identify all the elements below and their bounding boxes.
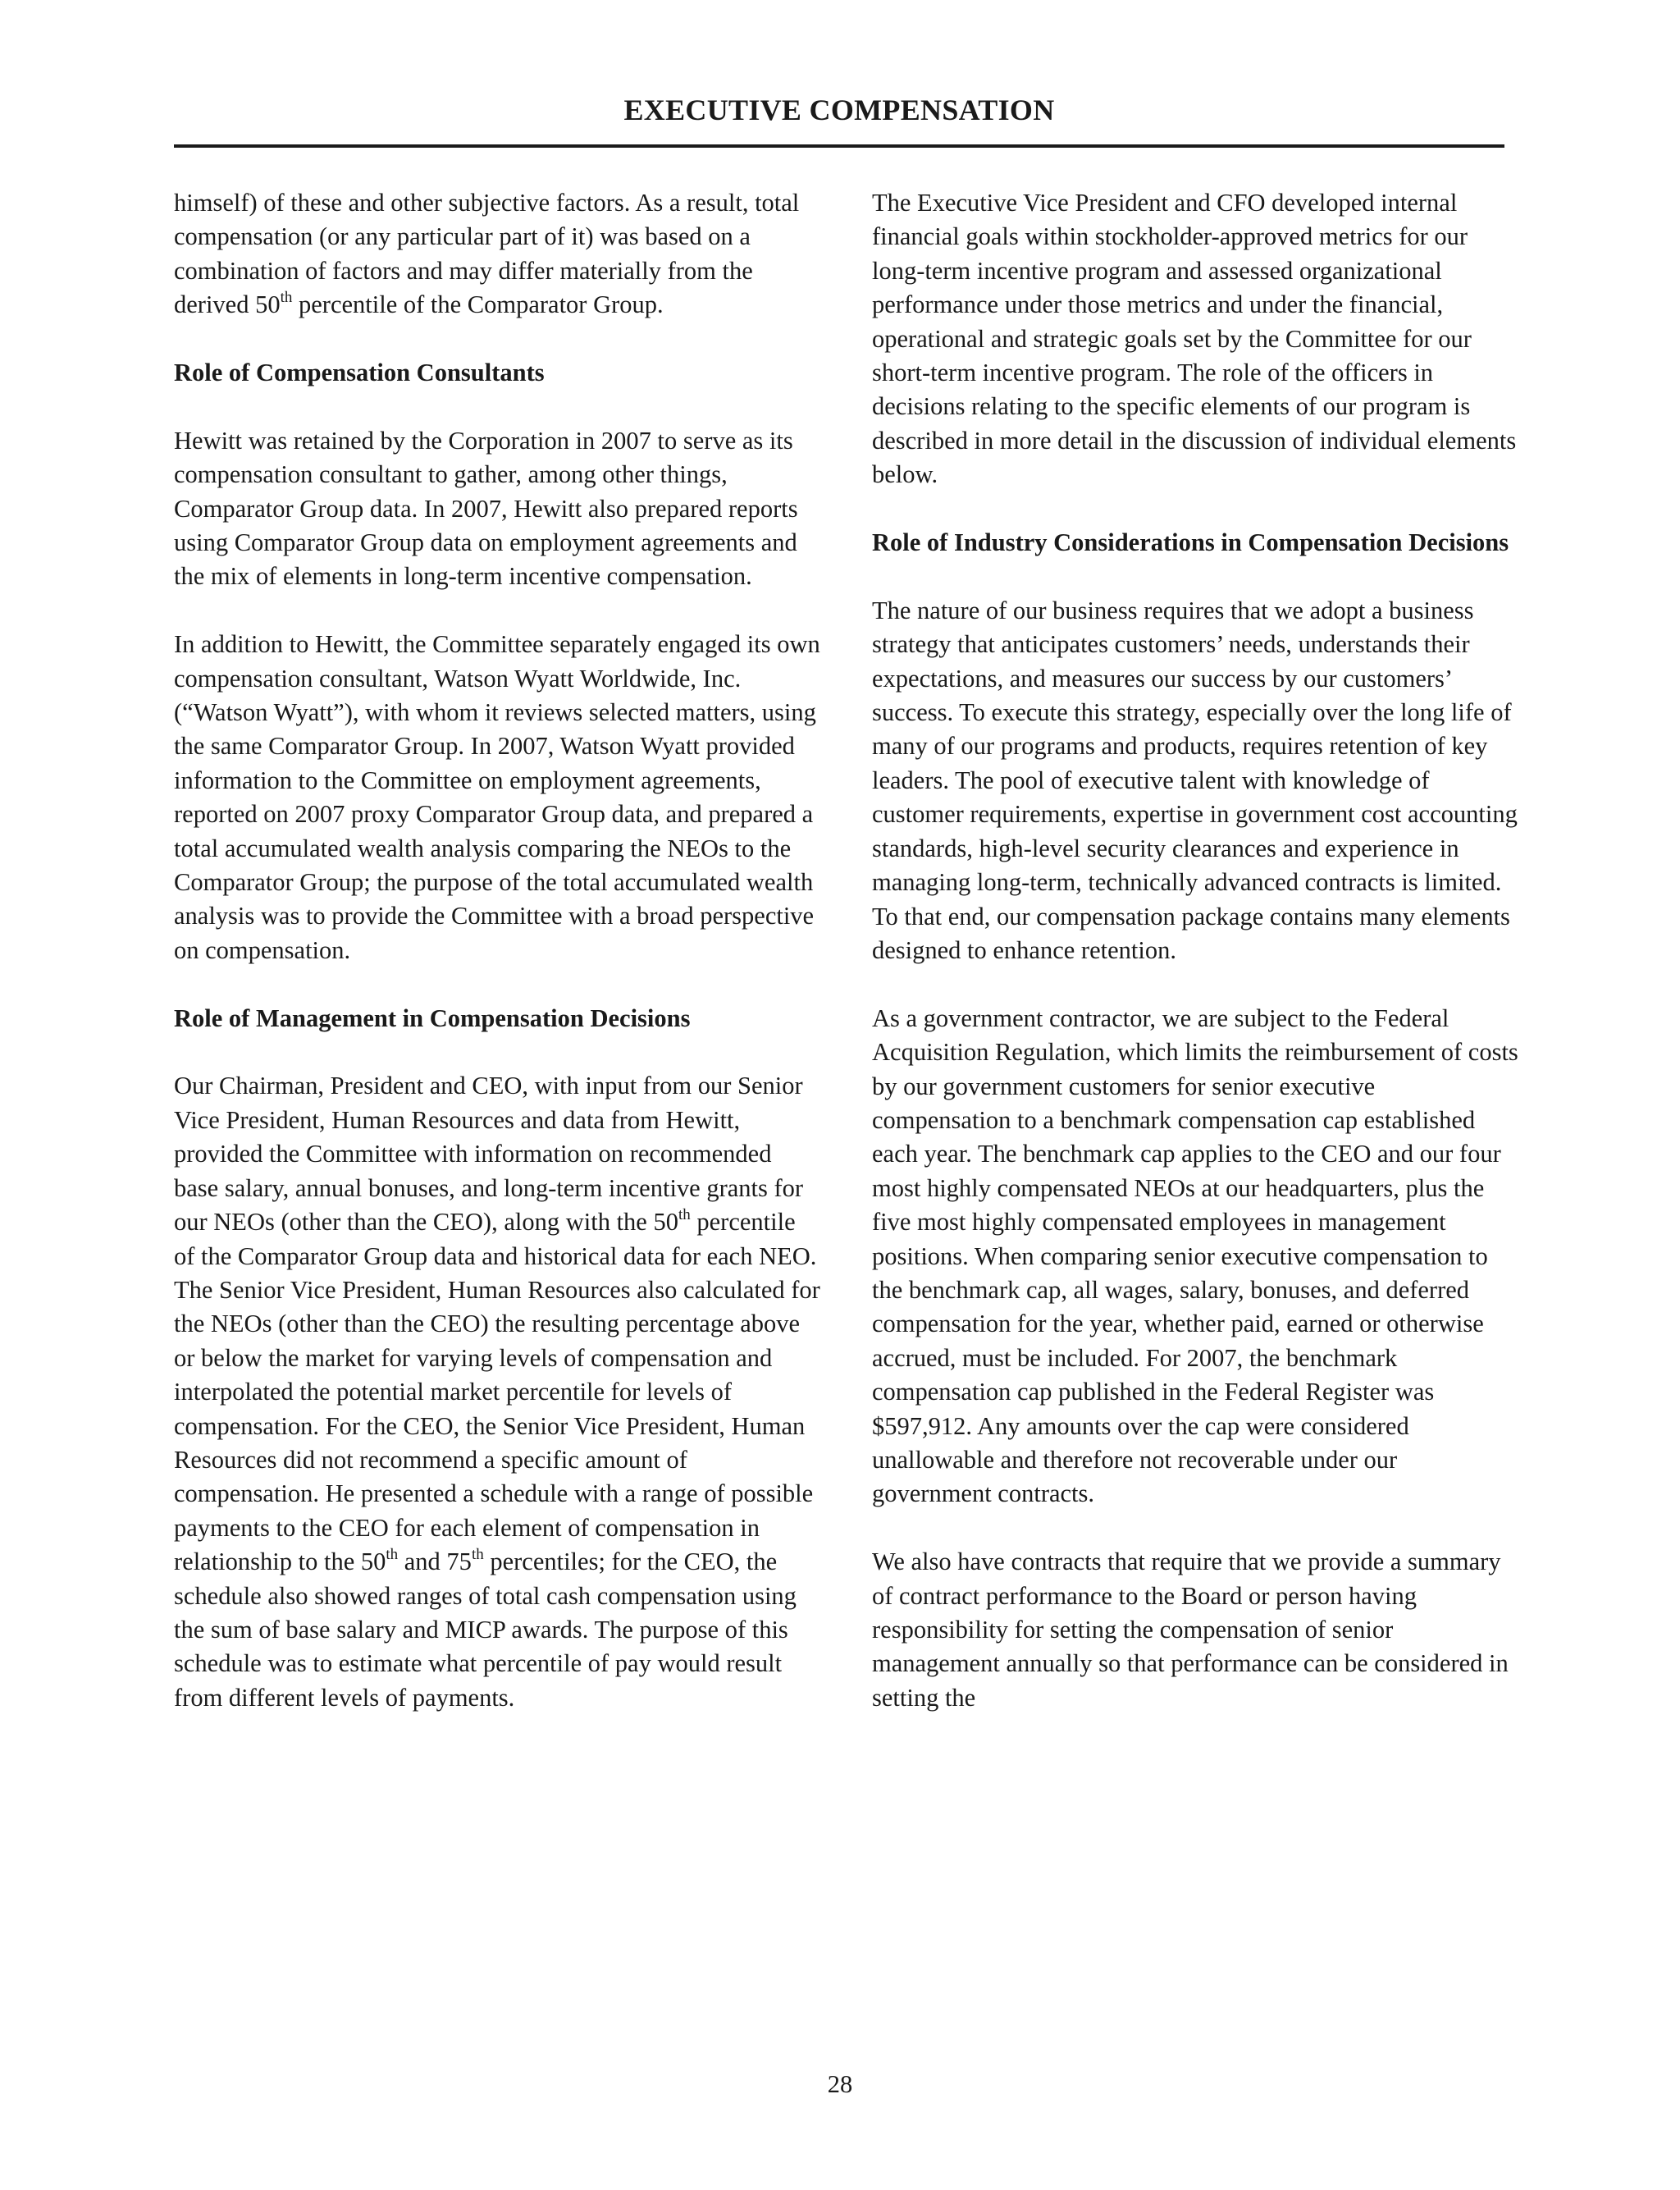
right-paragraph-3: As a government contractor, we are subject to the Federal Acquisition Regulation, which limits the reimbursement of costs by our government customers for senior executive compensation to a benchmark compensation cap established each year. The benchmark cap applies to the CEO and our four most highly compensated NEOs at our headquarters, plus the five most highly compensated employees in management positions. When comparing senior executive compensation to the benchmark cap, all wages, salary, bonuses, and deferred compensation for the year, whether paid, earned or otherwise accrued, must be included. For 2007, the benchmark compensation cap published in the Federal Register was $597,912. Any amounts over the cap were considered unallowable and therefore not recoverable under our government contracts. bbox=[872, 1004, 1518, 1508]
text-run: himself) of these and other subjective factors. As a result, total compensation (or any particular part of it) was based on a combination of factors and may differ materially from the derived 50 bbox=[174, 189, 800, 319]
text-run: and 75 bbox=[398, 1548, 472, 1576]
superscript: th bbox=[386, 1546, 399, 1564]
left-paragraph-2: Hewitt was retained by the Corporation in 2007 to serve as its compensation consultant to gather, among other things, Comparator Group data. In 2007, Hewitt also prepared reports using Comparator Group data on employment agreements and the mix of elements in long-term incentive compensation. bbox=[174, 426, 798, 591]
right-paragraph-4: We also have contracts that require that we provide a summary of contract performance to the Board or person having responsibility for setting the compensation of senior management annually so that performance can be considered in setting the bbox=[872, 1548, 1509, 1712]
superscript: th bbox=[678, 1205, 691, 1223]
right-column bbox=[872, 186, 1520, 1715]
heading-management-role: Role of Management in Compensation Decisions bbox=[174, 1004, 691, 1032]
superscript: th bbox=[471, 1546, 484, 1564]
text-run: percentile of the Comparator Group. bbox=[292, 290, 664, 319]
superscript: th bbox=[280, 289, 293, 307]
right-paragraph-1: The Executive Vice President and CFO developed internal financial goals within stockholder-approved metrics for our long-term incentive program and assessed organizational performance under those metrics and under the financial, operational and strategic goals set by the Committee for our short-term incentive program. The role of the officers in decisions relating to the specific elements of our program is described in more detail in the discussion of individual elements below. bbox=[872, 189, 1517, 489]
text-run: percentiles; for the CEO, the schedule also showed ranges of total cash compensation using the sum of base salary and MICP awards. The purpose of this schedule was to estimate what percentile of pay would result from different levels of payments. bbox=[174, 1548, 797, 1712]
left-paragraph-4 bbox=[174, 1069, 822, 1715]
left-column bbox=[174, 186, 822, 1715]
page-number: 28 bbox=[827, 2070, 853, 2098]
page-header bbox=[174, 92, 1504, 148]
text-run: percentile of the Comparator Group data and historical data for each NEO. The Senior Vice President, Human Resources also calculated for the NEOs (other than the CEO) the resulting percentage above or below the market for varying levels of compensation and interpolated the potential market percentile for levels of compensation. For the CEO, the Senior Vice President, Human Resources did not recommend a specific amount of compensation. He presented a schedule with a range of possible payments to the CEO for each element of compensation in relationship to the 50 bbox=[174, 1208, 820, 1576]
heading-industry-considerations: Role of Industry Considerations in Compensation Decisions bbox=[872, 528, 1509, 557]
heading-compensation-consultants: Role of Compensation Consultants bbox=[174, 359, 545, 387]
text-run: Our Chairman, President and CEO, with input from our Senior Vice President, Human Resources and data from Hewitt, provided the Committee with information on recommended base salary, annual bonuses, and long-term incentive grants for our NEOs (other than the CEO), along with the 50 bbox=[174, 1072, 804, 1237]
left-paragraph-1 bbox=[174, 186, 822, 322]
header-title: EXECUTIVE COMPENSATION bbox=[623, 94, 1055, 126]
left-paragraph-3: In addition to Hewitt, the Committee separately engaged its own compensation consultant, Watson Wyatt Worldwide, Inc. (“Watson Wyatt”), with whom it reviews selected matters, using the same Comparator Group. In 2007, Watson Wyatt provided information to the Committee on employment agreements, reported on 2007 proxy Comparator Group data, and prepared a total accumulated wealth analysis comparing the NEOs to the Comparator Group; the purpose of the total accumulated wealth analysis was to provide the Committee with a broad perspective on compensation. bbox=[174, 630, 820, 964]
right-paragraph-2: The nature of our business requires that we adopt a business strategy that anticipates customers’ needs, understands their expectations, and measures our success by our customers’ success. To execute this strategy, especially over the long life of many of our programs and products, requires retention of key leaders. The pool of executive talent with knowledge of customer requirements, expertise in government cost accounting standards, high-level security clearances and experience in managing long-term, technically advanced contracts is limited. To that end, our compensation package contains many elements designed to enhance retention. bbox=[872, 596, 1518, 964]
